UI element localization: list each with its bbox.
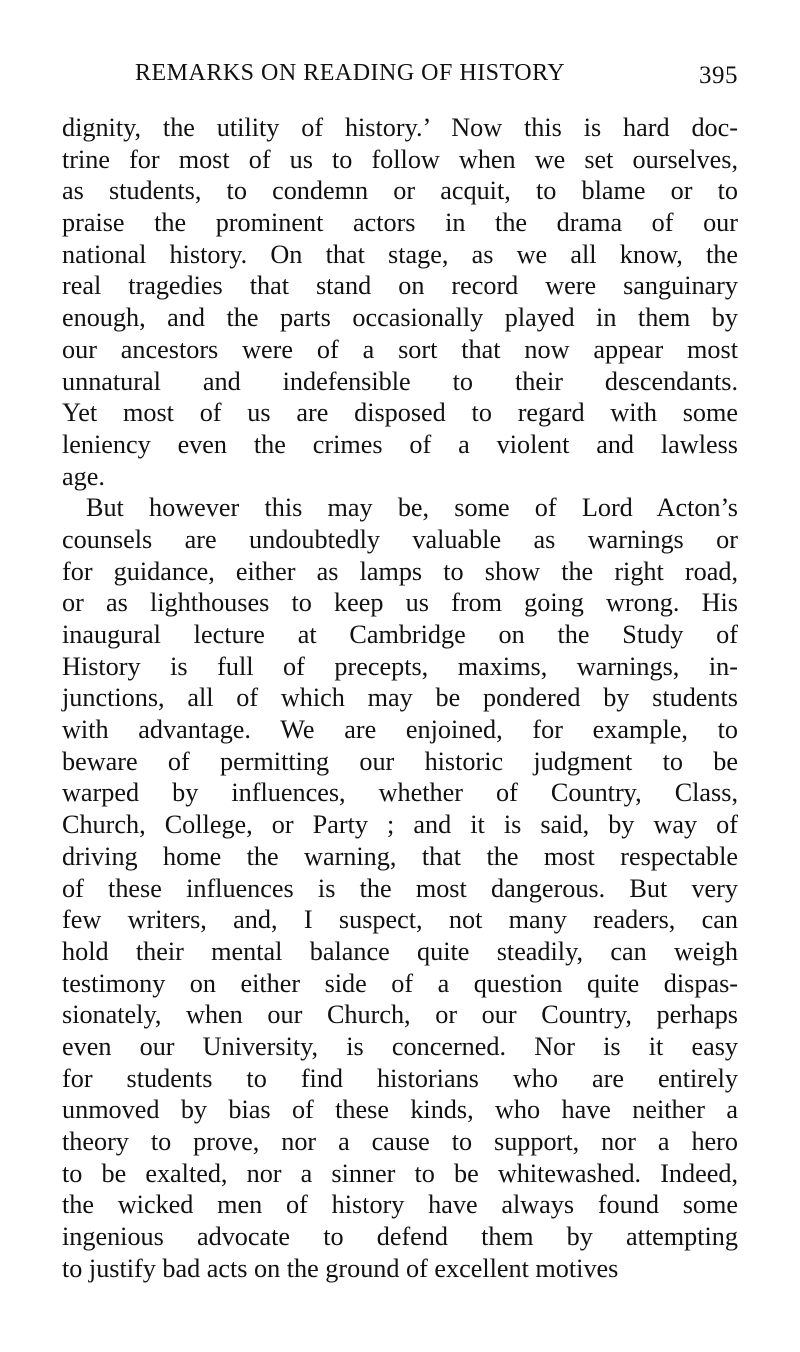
text-line: warped by influences, whether of Country, Class, [62,778,738,808]
text-line: as students, to condemn or acquit, to blame or to [62,176,738,206]
text-line: praise the prominent actors in the drama of our [62,208,738,238]
text-line: theory to prove, nor a cause to support, nor a hero [62,1127,738,1156]
text-line: unmoved by bias of these kinds, who have neither a [62,1095,738,1125]
text-line: History is full of precepts, maxims, warnings, in- [62,651,738,681]
text-line: for guidance, either as lamps to show the right road, [62,556,738,586]
text-line: or as lighthouses to keep us from going wrong. His [62,588,738,618]
text-line: few writers, and, I suspect, not many readers, can [62,905,738,935]
text-line: But however this may be, some of Lord Acton’s [86,493,738,523]
text-line: real tragedies that stand on record were sanguinary [62,271,738,301]
text-line: enough, and the parts occasionally played in them by [62,303,738,333]
text-line: junctions, all of which may be pondered by students [62,683,738,713]
text-line: hold their mental balance quite steadily, can weigh [62,936,738,966]
text-line: with advantage. We are enjoined, for example, to [62,715,738,745]
text-line: for students to find historians who are entirely [62,1063,738,1093]
paragraph [62,492,738,1284]
text-line: national history. On that stage, as we all know, the [62,239,738,269]
text-line: driving home the warning, that the most respectable [62,841,738,871]
text-line: sionately, when our Church, or our Country, perhaps [62,1000,738,1030]
text-line: to justify bad acts on the ground of excellent motives [62,1253,619,1283]
page-number: 395 [699,62,738,89]
body-text [62,112,738,1284]
text-line: dignity, the utility of history.’ Now this is hard doc- [62,113,738,142]
text-line: age. [62,461,105,491]
text-line: testimony on either side of a question quite dispas- [62,968,738,998]
text-line: of these influences is the most dangerous. But very [62,873,738,903]
text-line: to be exalted, nor a sinner to be whitewashed. Indeed, [62,1158,738,1188]
book-page [62,54,738,1284]
text-line: beware of permitting our historic judgment to be [62,746,738,776]
running-head [62,54,738,98]
text-line: Yet most of us are disposed to regard with some [62,398,738,428]
text-line: our ancestors were of a sort that now appear most [62,334,738,364]
text-line: ingenious advocate to defend them by attempting [62,1222,738,1252]
text-line: even our University, is concerned. Nor is it easy [62,1031,738,1061]
text-line: unnatural and indefensible to their descendants. [62,366,738,396]
text-line: trine for most of us to follow when we set ourselves, [62,144,738,174]
text-line: the wicked men of history have always found some [62,1190,738,1220]
text-line: counsels are undoubtedly valuable as warnings or [62,524,738,554]
running-title: REMARKS ON READING OF HISTORY [135,60,566,86]
text-line: Church, College, or Party ; and it is said, by way of [62,810,738,840]
paragraph [62,112,738,492]
text-line: inaugural lecture at Cambridge on the Study of [62,620,738,649]
text-line: leniency even the crimes of a violent and lawless [62,429,738,459]
